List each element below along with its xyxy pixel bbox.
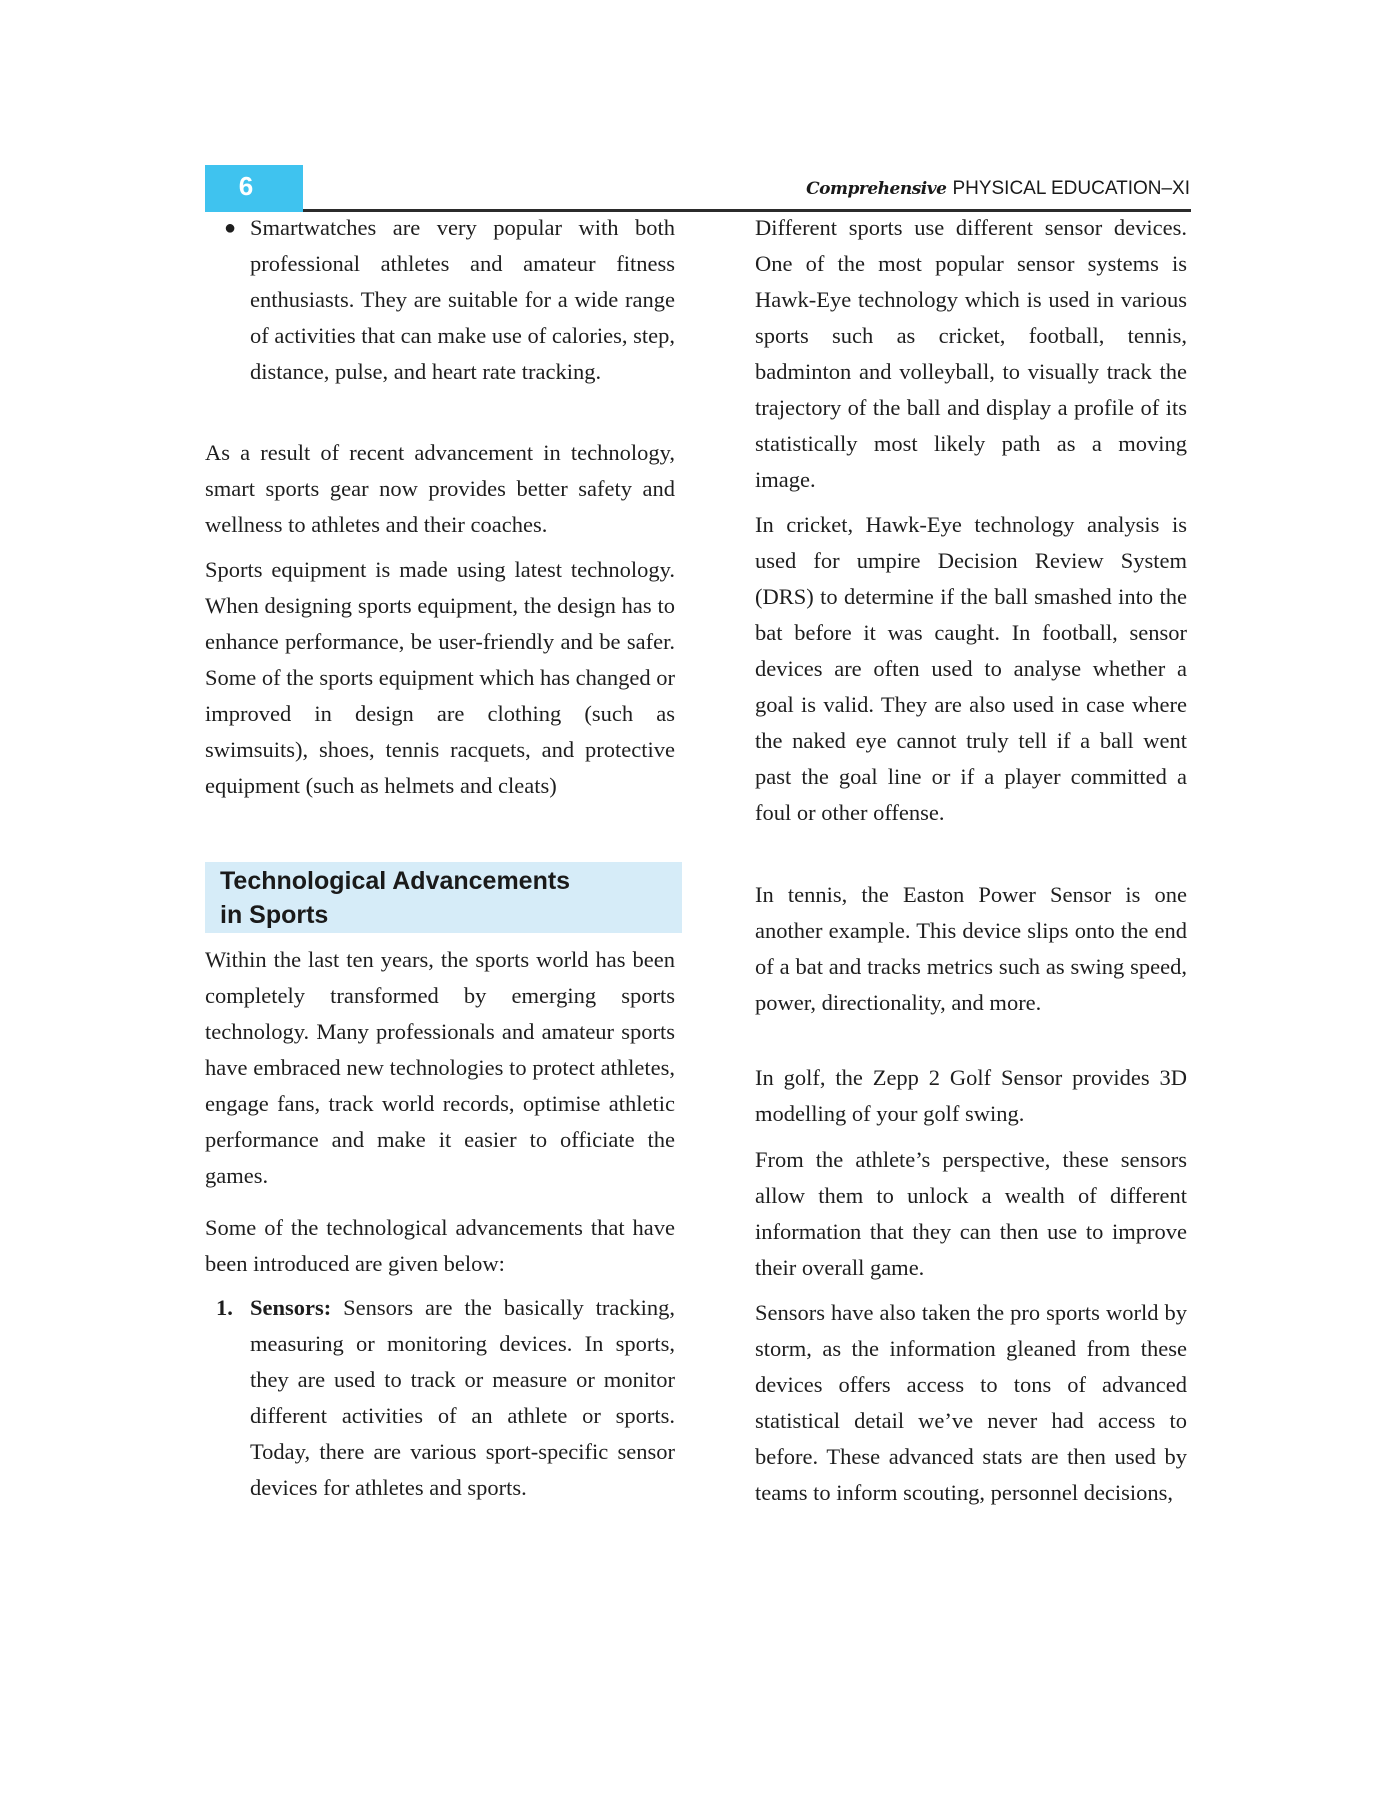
paragraph-advancements-intro: Some of the technological advancements that have been introduced are given below:: [205, 1215, 675, 1276]
section-heading-line2: in Sports: [220, 901, 329, 929]
bullet-icon: ●: [224, 217, 237, 239]
paragraph-advancement: As a result of recent advancement in technology, smart sports gear now provides better safety and wellness to athletes and their coaches.: [205, 440, 675, 537]
paragraph-last-ten-years: Within the last ten years, the sports world has been completely transformed by emerging sports technology. Many professionals and amateur sports have embraced new technologies to protect athletes, engage fans, track world records, optimise athletic performance and make it easier to officiate the games.: [205, 947, 675, 1188]
list-term: Sensors:: [250, 1295, 332, 1320]
list-number: 1.: [216, 1295, 233, 1320]
numbered-item-sensors: [216, 1290, 675, 1506]
running-head-title: PHYSICAL EDUCATION–XI: [952, 178, 1190, 199]
section-heading: [205, 862, 682, 933]
list-item-text: Sensors are the basically tracking, measuring or monitoring devices. In sports, they are used to track or measure or monitor different activities of an athlete or sports. Today, there are various sport-specific sensor devices for athletes and sports.: [250, 1295, 675, 1500]
page-number-badge: [205, 165, 303, 212]
paragraph-pro-sports: Sensors have also taken the pro sports world by storm, as the information gleaned from these devices offers access to tons of advanced statistical detail we’ve never had access to before. These advanced stats are then used by teams to inform scouting, personnel decisions,: [755, 1300, 1187, 1505]
running-head-script: Comprehensive: [806, 179, 947, 199]
running-head: [806, 178, 1190, 200]
bullet-item-text: Smartwatches are very popular with both professional athletes and amateur fitness enthusiasts. They are suitable for a wide range of activities that can make use of calories, step, distance, pulse, and heart rate tracking.: [250, 215, 675, 384]
paragraph-tennis: In tennis, the Easton Power Sensor is one another example. This device slips onto the end of a bat and tracks metrics such as swing speed, power, directionality, and more.: [755, 882, 1187, 1015]
paragraph-sports-equipment: Sports equipment is made using latest technology. When designing sports equipment, the design has to enhance performance, be user-friendly and be safer. Some of the sports equipment which has changed or improved in design are clothing (such as swimsuits), shoes, tennis racquets, and protective equipment (such as helmets and cleats): [205, 557, 675, 798]
paragraph-cricket: In cricket, Hawk-Eye technology analysis is used for umpire Decision Review System (DRS) to determine if the ball smashed into the bat before it was caught. In football, sensor devices are often used to analyse whether a goal is valid. They are also used in case where the naked eye cannot truly tell if a ball went past the goal line or if a player committed a foul or other offense.: [755, 512, 1187, 825]
bullet-item-smartwatches: [224, 210, 675, 390]
paragraph-hawk-eye: Different sports use different sensor devices. One of the most popular sensor systems is Hawk-Eye technology which is used in various sports such as cricket, football, tennis, badminton and volleyball, to visually track the trajectory of the ball and display a profile of its statistically most likely path as a moving image.: [755, 215, 1187, 492]
section-heading-text: [220, 864, 660, 932]
section-heading-line1: Technological Advancements: [220, 867, 571, 895]
paragraph-golf: In golf, the Zepp 2 Golf Sensor provides 3D modelling of your golf swing.: [755, 1065, 1187, 1126]
paragraph-athlete-perspective: From the athlete’s perspective, these sensors allow them to unlock a wealth of different information that they can then use to improve their overall game.: [755, 1147, 1187, 1280]
page-number: 6: [238, 171, 254, 201]
